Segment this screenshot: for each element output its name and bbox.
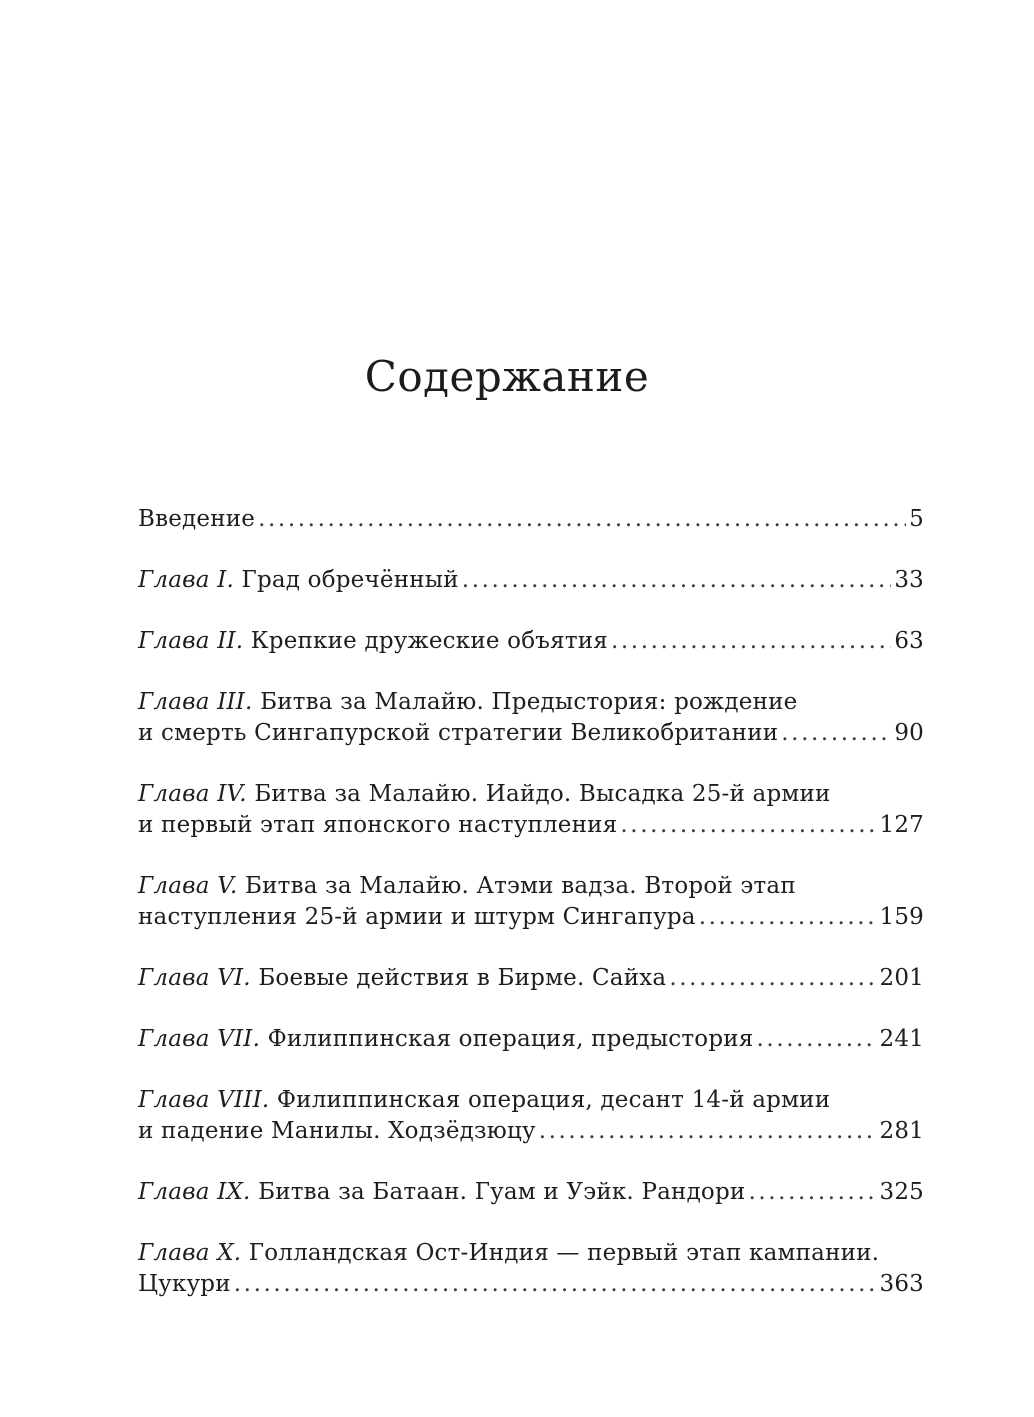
dot-leader (748, 1177, 876, 1208)
toc-entry-title: Град обречённый (241, 567, 459, 593)
toc-entry-line (138, 1177, 924, 1208)
toc-entry-title-continued: и падение Манилы. Ходзёдзюцу (138, 1118, 536, 1144)
toc-entry-chapter-6[interactable] (138, 963, 924, 994)
toc-entry-title: Битва за Малайю. Атэми вадза. Второй этап (245, 873, 796, 899)
toc-entry-line (138, 1269, 924, 1300)
chapter-label: Глава III. (138, 689, 253, 715)
dot-leader (699, 902, 877, 933)
page-title: Содержание (364, 352, 650, 401)
toc-page-number: 90 (894, 720, 924, 746)
toc-entry-line (138, 504, 924, 535)
toc-entry-text (138, 963, 666, 994)
toc-entry-title: Крепкие дружеские объятия (250, 628, 608, 654)
toc-page-number: 201 (879, 965, 924, 991)
toc-entry-chapter-7[interactable] (138, 1024, 924, 1055)
dot-leader (781, 718, 891, 749)
toc-entry-line (138, 871, 924, 902)
toc-entry-chapter-5[interactable] (138, 871, 924, 933)
chapter-label: Глава IX. (138, 1179, 251, 1205)
toc-entry-line (138, 565, 924, 596)
toc-entry-chapter-3[interactable] (138, 687, 924, 749)
toc-entry-chapter-2[interactable] (138, 626, 924, 657)
dot-leader (258, 504, 906, 535)
toc-entry-line (138, 810, 924, 841)
dot-leader (462, 565, 892, 596)
toc-entry-line (138, 1085, 924, 1116)
toc-entry-line (138, 963, 924, 994)
toc-page-number: 325 (879, 1179, 924, 1205)
toc-entry-chapter-4[interactable] (138, 779, 924, 841)
toc-entry-introduction[interactable] (138, 504, 924, 535)
table-of-contents (138, 504, 924, 1330)
toc-entry-title-continued: Цукури (138, 1271, 231, 1297)
toc-entry-chapter-10[interactable] (138, 1238, 924, 1300)
toc-entry-line (138, 626, 924, 657)
toc-entry-text (138, 1024, 754, 1055)
dot-leader (620, 810, 876, 841)
toc-entry-line (138, 902, 924, 933)
chapter-label: Глава VIII. (138, 1087, 270, 1113)
toc-entry-line (138, 718, 924, 749)
toc-page-number: 33 (894, 567, 924, 593)
toc-page-number: 63 (894, 628, 924, 654)
chapter-label: Глава VI. (138, 965, 251, 991)
toc-entry-title: Голландская Ост-Индия — первый этап кампании. (248, 1240, 880, 1266)
toc-entry-chapter-9[interactable] (138, 1177, 924, 1208)
toc-entry-title-continued: и первый этап японского наступления (138, 812, 618, 838)
toc-entry-line (138, 779, 924, 810)
toc-entry-line (138, 687, 924, 718)
toc-entry-chapter-8[interactable] (138, 1085, 924, 1147)
toc-page-number: 241 (879, 1026, 924, 1052)
toc-entry-title: Битва за Батаан. Гуам и Уэйк. Рандори (258, 1179, 746, 1205)
chapter-label: Глава V. (138, 873, 238, 899)
toc-entry-title-continued: наступления 25-й армии и штурм Сингапура (138, 904, 696, 930)
toc-page-number: 5 (909, 506, 924, 532)
chapter-label: Глава IV. (138, 781, 247, 807)
dot-leader (234, 1269, 877, 1300)
toc-page-number: 281 (879, 1118, 924, 1144)
toc-entry-line (138, 1024, 924, 1055)
toc-entry-text (138, 626, 608, 657)
toc-page-number: 127 (879, 812, 924, 838)
toc-entry-title: Боевые действия в Бирме. Сайха (258, 965, 667, 991)
chapter-label: Глава I. (138, 567, 234, 593)
dot-leader (757, 1024, 877, 1055)
toc-entry-line (138, 1238, 924, 1269)
toc-page-number: 363 (879, 1271, 924, 1297)
dot-leader (539, 1116, 877, 1147)
toc-entry-chapter-1[interactable] (138, 565, 924, 596)
toc-entry-title: Введение (138, 506, 256, 532)
toc-entry-title-continued: и смерть Сингапурской стратегии Великобритании (138, 720, 779, 746)
toc-entry-text (138, 1177, 745, 1208)
dot-leader (611, 626, 891, 657)
chapter-label: Глава VII. (138, 1026, 261, 1052)
toc-entry-line (138, 1116, 924, 1147)
toc-entry-title: Филиппинская операция, десант 14-й армии (276, 1087, 831, 1113)
toc-entry-text (138, 565, 459, 596)
toc-entry-title: Битва за Малайю. Иайдо. Высадка 25-й армии (254, 781, 831, 807)
toc-entry-title: Филиппинская операция, предыстория (267, 1026, 754, 1052)
toc-entry-title: Битва за Малайю. Предыстория: рождение (260, 689, 798, 715)
chapter-label: Глава II. (138, 628, 244, 654)
dot-leader (669, 963, 876, 994)
toc-page-number: 159 (879, 904, 924, 930)
chapter-label: Глава X. (138, 1240, 242, 1266)
